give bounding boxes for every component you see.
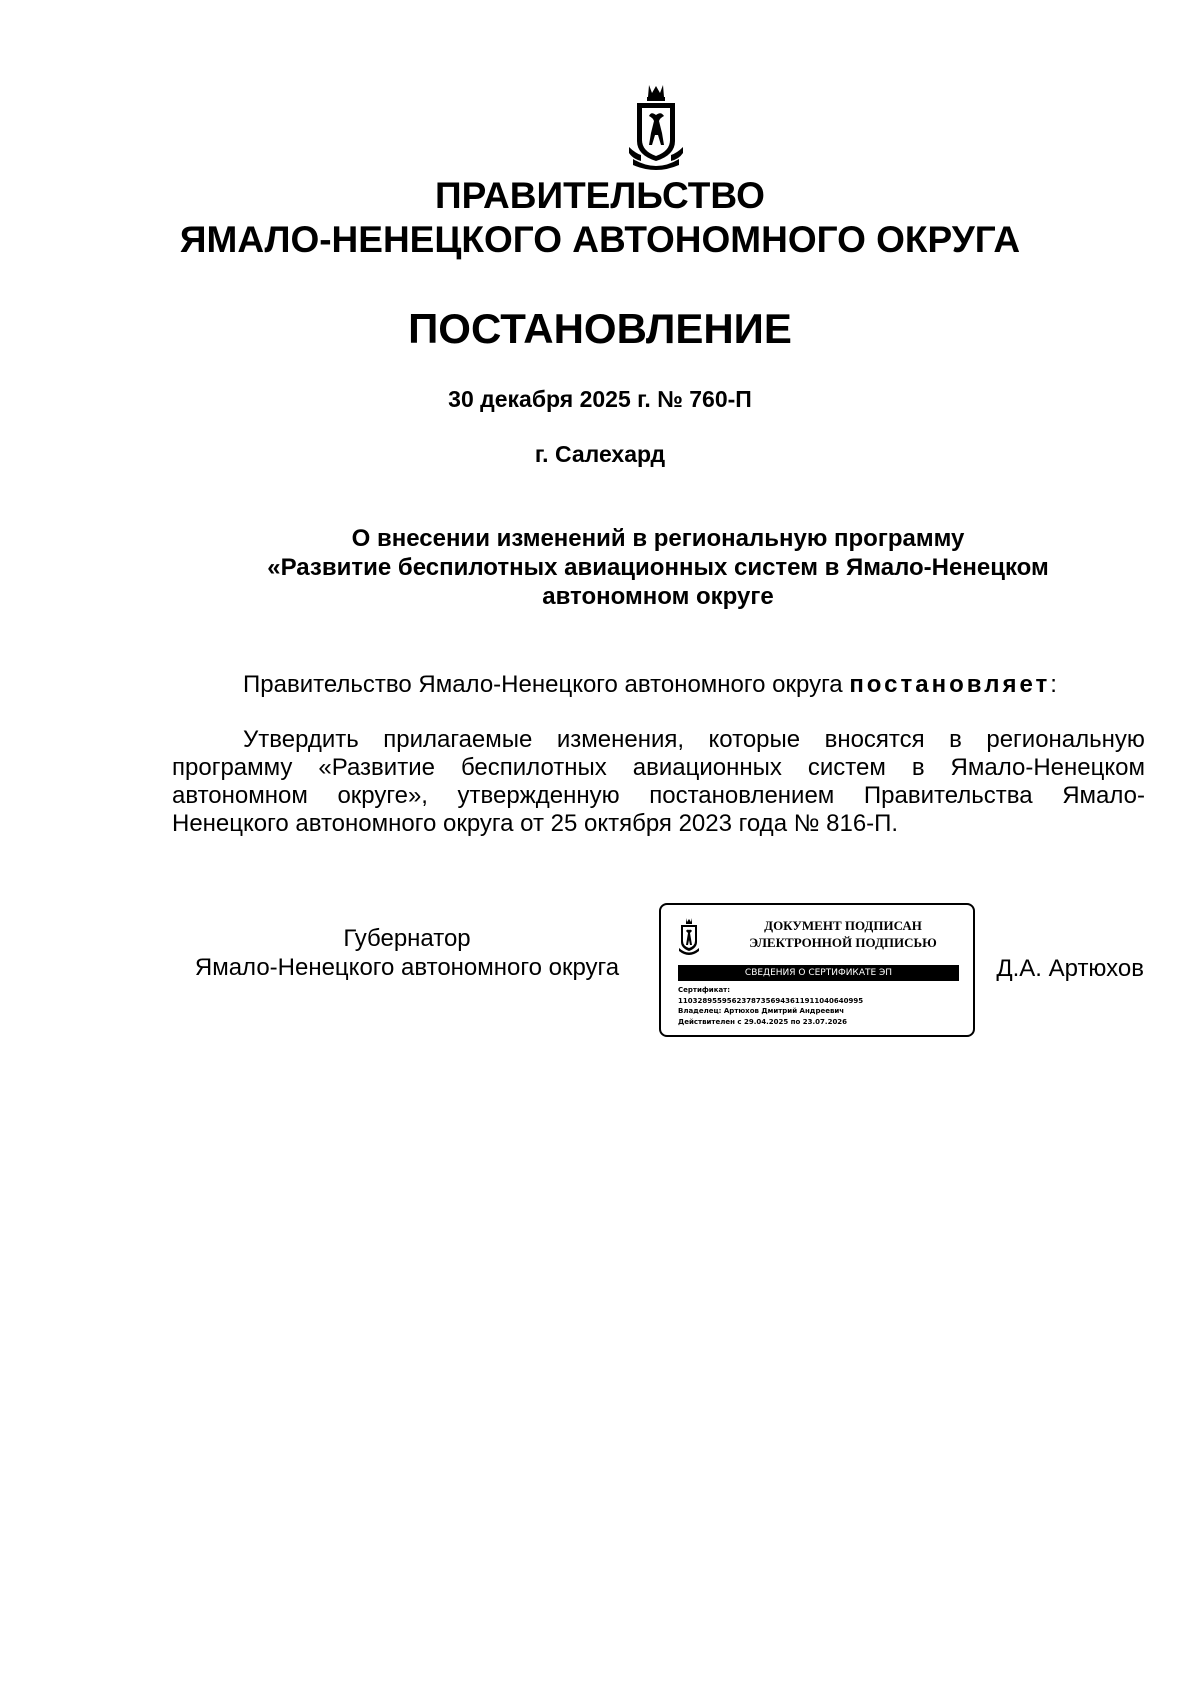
- body-word: беспилотных: [460, 754, 607, 781]
- body-line: Ненецкого автономного округа от 25 октября 2023 года № 816-П.: [172, 810, 899, 837]
- body-word: прилагаемые: [383, 726, 533, 753]
- body-word: Правительства: [863, 782, 1033, 809]
- org-title-line2: ЯМАЛО-НЕНЕЦКОГО АВТОНОМНОГО ОКРУГА: [179, 219, 1021, 260]
- body-word: авиационных: [632, 754, 782, 781]
- body-word: Ямало-: [1062, 782, 1145, 809]
- resolution-body: [172, 726, 1145, 838]
- body-line: [172, 782, 1145, 810]
- document-subject: [170, 524, 1146, 611]
- body-word: автономном: [172, 782, 308, 809]
- body-word: утвержденную: [457, 782, 620, 809]
- org-title-line1: ПРАВИТЕЛЬСТВО: [435, 175, 765, 216]
- body-word: региональную: [986, 726, 1145, 753]
- subject-line: автономном округе: [542, 583, 774, 610]
- body-line: [172, 726, 1145, 754]
- preamble-emphasis: постановляет: [849, 671, 1051, 698]
- certificate-validity: Действителен с 29.04.2025 по 23.07.2026: [678, 1017, 848, 1026]
- preamble-text: Правительство Ямало-Ненецкого автономного округа: [243, 671, 850, 698]
- stamp-title: [725, 917, 961, 951]
- signatory-position: [172, 924, 642, 982]
- body-word: «Развитие: [318, 754, 435, 781]
- document-date-number: 30 декабря 2025 г. № 760-П: [448, 386, 752, 412]
- document-type: ПОСТАНОВЛЕНИЕ: [408, 305, 792, 352]
- stamp-title-line: ЭЛЕКТРОННОЙ ПОДПИСЬЮ: [749, 935, 937, 950]
- position-line: Губернатор: [343, 925, 471, 952]
- body-word: вносятся: [824, 726, 925, 753]
- subject-line: О внесении изменений в региональную программу: [351, 525, 965, 552]
- body-word: в: [911, 754, 925, 781]
- body-word: в: [949, 726, 962, 753]
- subject-line: «Развитие беспилотных авиационных систем в Ямало-Ненецком: [267, 554, 1049, 581]
- coat-of-arms-icon: [627, 83, 685, 171]
- document-city: г. Салехард: [534, 441, 666, 467]
- certificate-details: [678, 985, 968, 1027]
- body-word: Ямало-Ненецком: [950, 754, 1145, 781]
- electronic-signature-stamp: [659, 903, 975, 1037]
- body-word: программу: [172, 754, 293, 781]
- body-word: Утвердить: [243, 726, 359, 753]
- body-word: систем: [807, 754, 886, 781]
- body-word: округе»,: [337, 782, 428, 809]
- body-word: постановлением: [649, 782, 835, 809]
- certificate-number: 11032895595623787356943611911040640995: [678, 996, 864, 1005]
- resolution-preamble: [243, 670, 1057, 700]
- preamble-end: :: [1050, 671, 1057, 698]
- certificate-owner: Владелец: Артюхов Дмитрий Андреевич: [678, 1007, 845, 1015]
- certificate-info-bar: СВЕДЕНИЯ О СЕРТИФИКАТЕ ЭП: [678, 965, 959, 981]
- position-line: Ямало-Ненецкого автономного округа: [194, 954, 620, 981]
- certificate-label: Сертификат:: [678, 986, 731, 994]
- body-line: [172, 754, 1145, 782]
- coat-of-arms-icon: [678, 917, 700, 955]
- body-word: изменения,: [556, 726, 685, 753]
- stamp-title-line: ДОКУМЕНТ ПОДПИСАН: [764, 918, 922, 933]
- signatory-name: Д.А. Артюхов: [996, 955, 1144, 982]
- body-word: которые: [708, 726, 801, 753]
